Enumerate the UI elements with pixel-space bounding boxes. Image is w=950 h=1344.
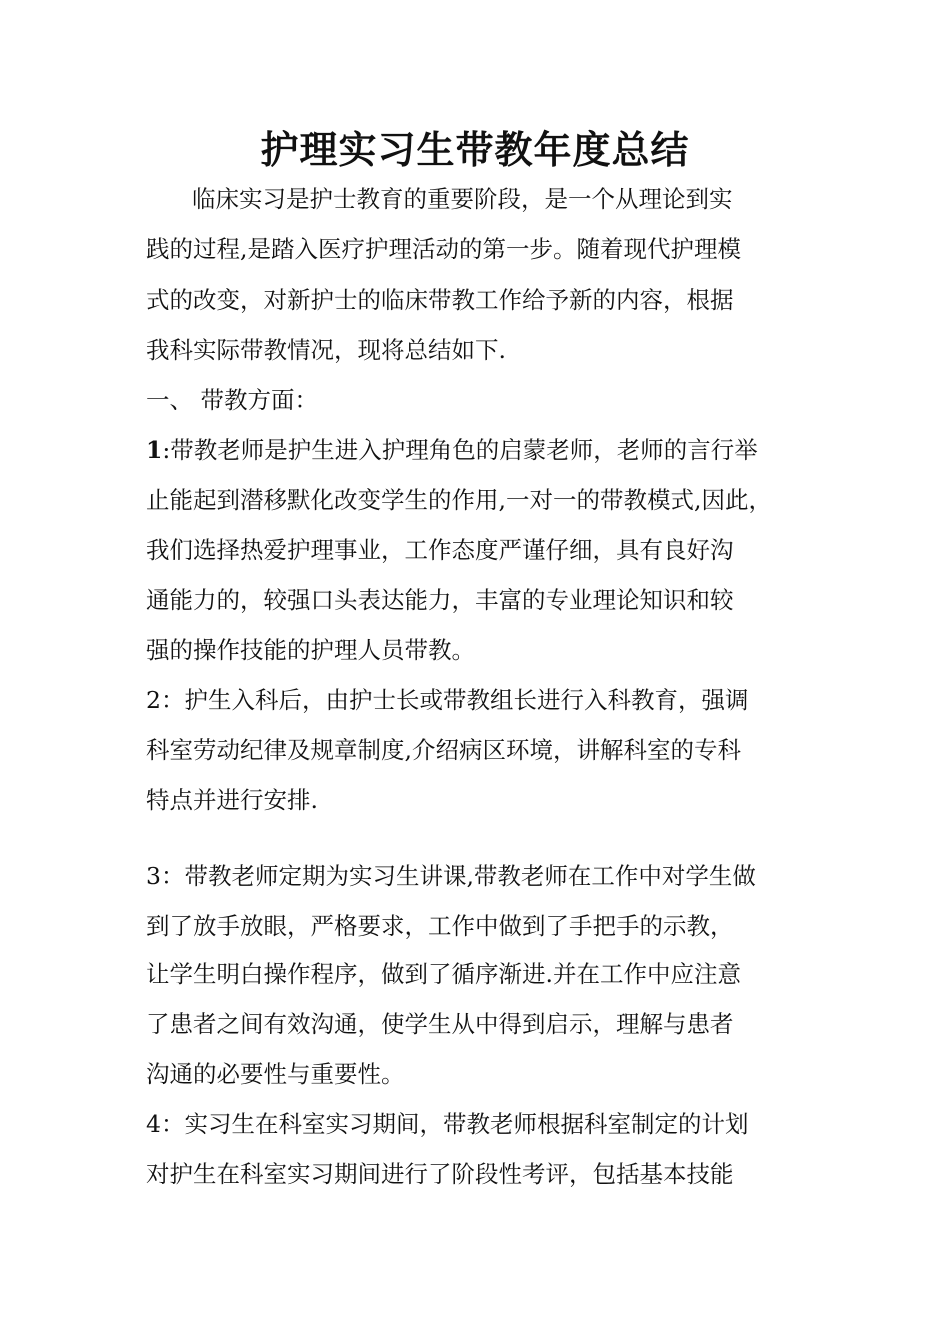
intro-line: 临床实习是护士教育的重要阶段，是一个从理论到实	[192, 185, 733, 213]
item3-line: 3：带教老师定期为实习生讲课,带教老师在工作中对学生做	[146, 862, 756, 890]
item1-text: :带教老师是护生进入护理角色的启蒙老师，老师的言行举	[162, 436, 758, 464]
item3-line: 沟通的必要性与重要性。	[146, 1060, 405, 1088]
intro-line: 式的改变，对新护士的临床带教工作给予新的内容，根据	[146, 286, 734, 314]
intro-line: 我科实际带教情况，现将总结如下.	[146, 336, 506, 364]
item1-line	[146, 434, 758, 466]
item2-line: 2：护生入科后，由护士长或带教组长进行入科教育，强调	[146, 686, 749, 714]
item1-line: 强的操作技能的护理人员带教。	[146, 636, 475, 664]
item1-line: 止能起到潜移默化改变学生的作用,一对一的带教模式,因此，	[146, 486, 772, 514]
item2-line: 科室劳动纪律及规章制度,介绍病区环境，讲解科室的专科	[146, 736, 741, 764]
item1-line: 通能力的，较强口头表达能力，丰富的专业理论知识和较	[146, 586, 734, 614]
item1-line: 我们选择热爱护理事业，工作态度严谨仔细，具有良好沟	[146, 536, 734, 564]
item1-number: 1	[146, 436, 163, 464]
document-title: 护理实习生带教年度总结	[260, 127, 690, 172]
item4-line: 4：实习生在科室实习期间，带教老师根据科室制定的计划	[146, 1110, 749, 1138]
intro-line: 践的过程,是踏入医疗护理活动的第一步。随着现代护理模	[146, 235, 741, 263]
item3-line: 了患者之间有效沟通，使学生从中得到启示，理解与患者	[146, 1010, 734, 1038]
section-heading: 一、 带教方面：	[146, 386, 318, 414]
item4-line: 对护生在科室实习期间进行了阶段性考评，包括基本技能	[146, 1160, 734, 1188]
item3-line: 让学生明白操作程序，做到了循序渐进.并在工作中应注意	[146, 960, 741, 988]
item2-line: 特点并进行安排.	[146, 786, 318, 814]
item3-line: 到了放手放眼，严格要求，工作中做到了手把手的示教，	[146, 912, 734, 940]
